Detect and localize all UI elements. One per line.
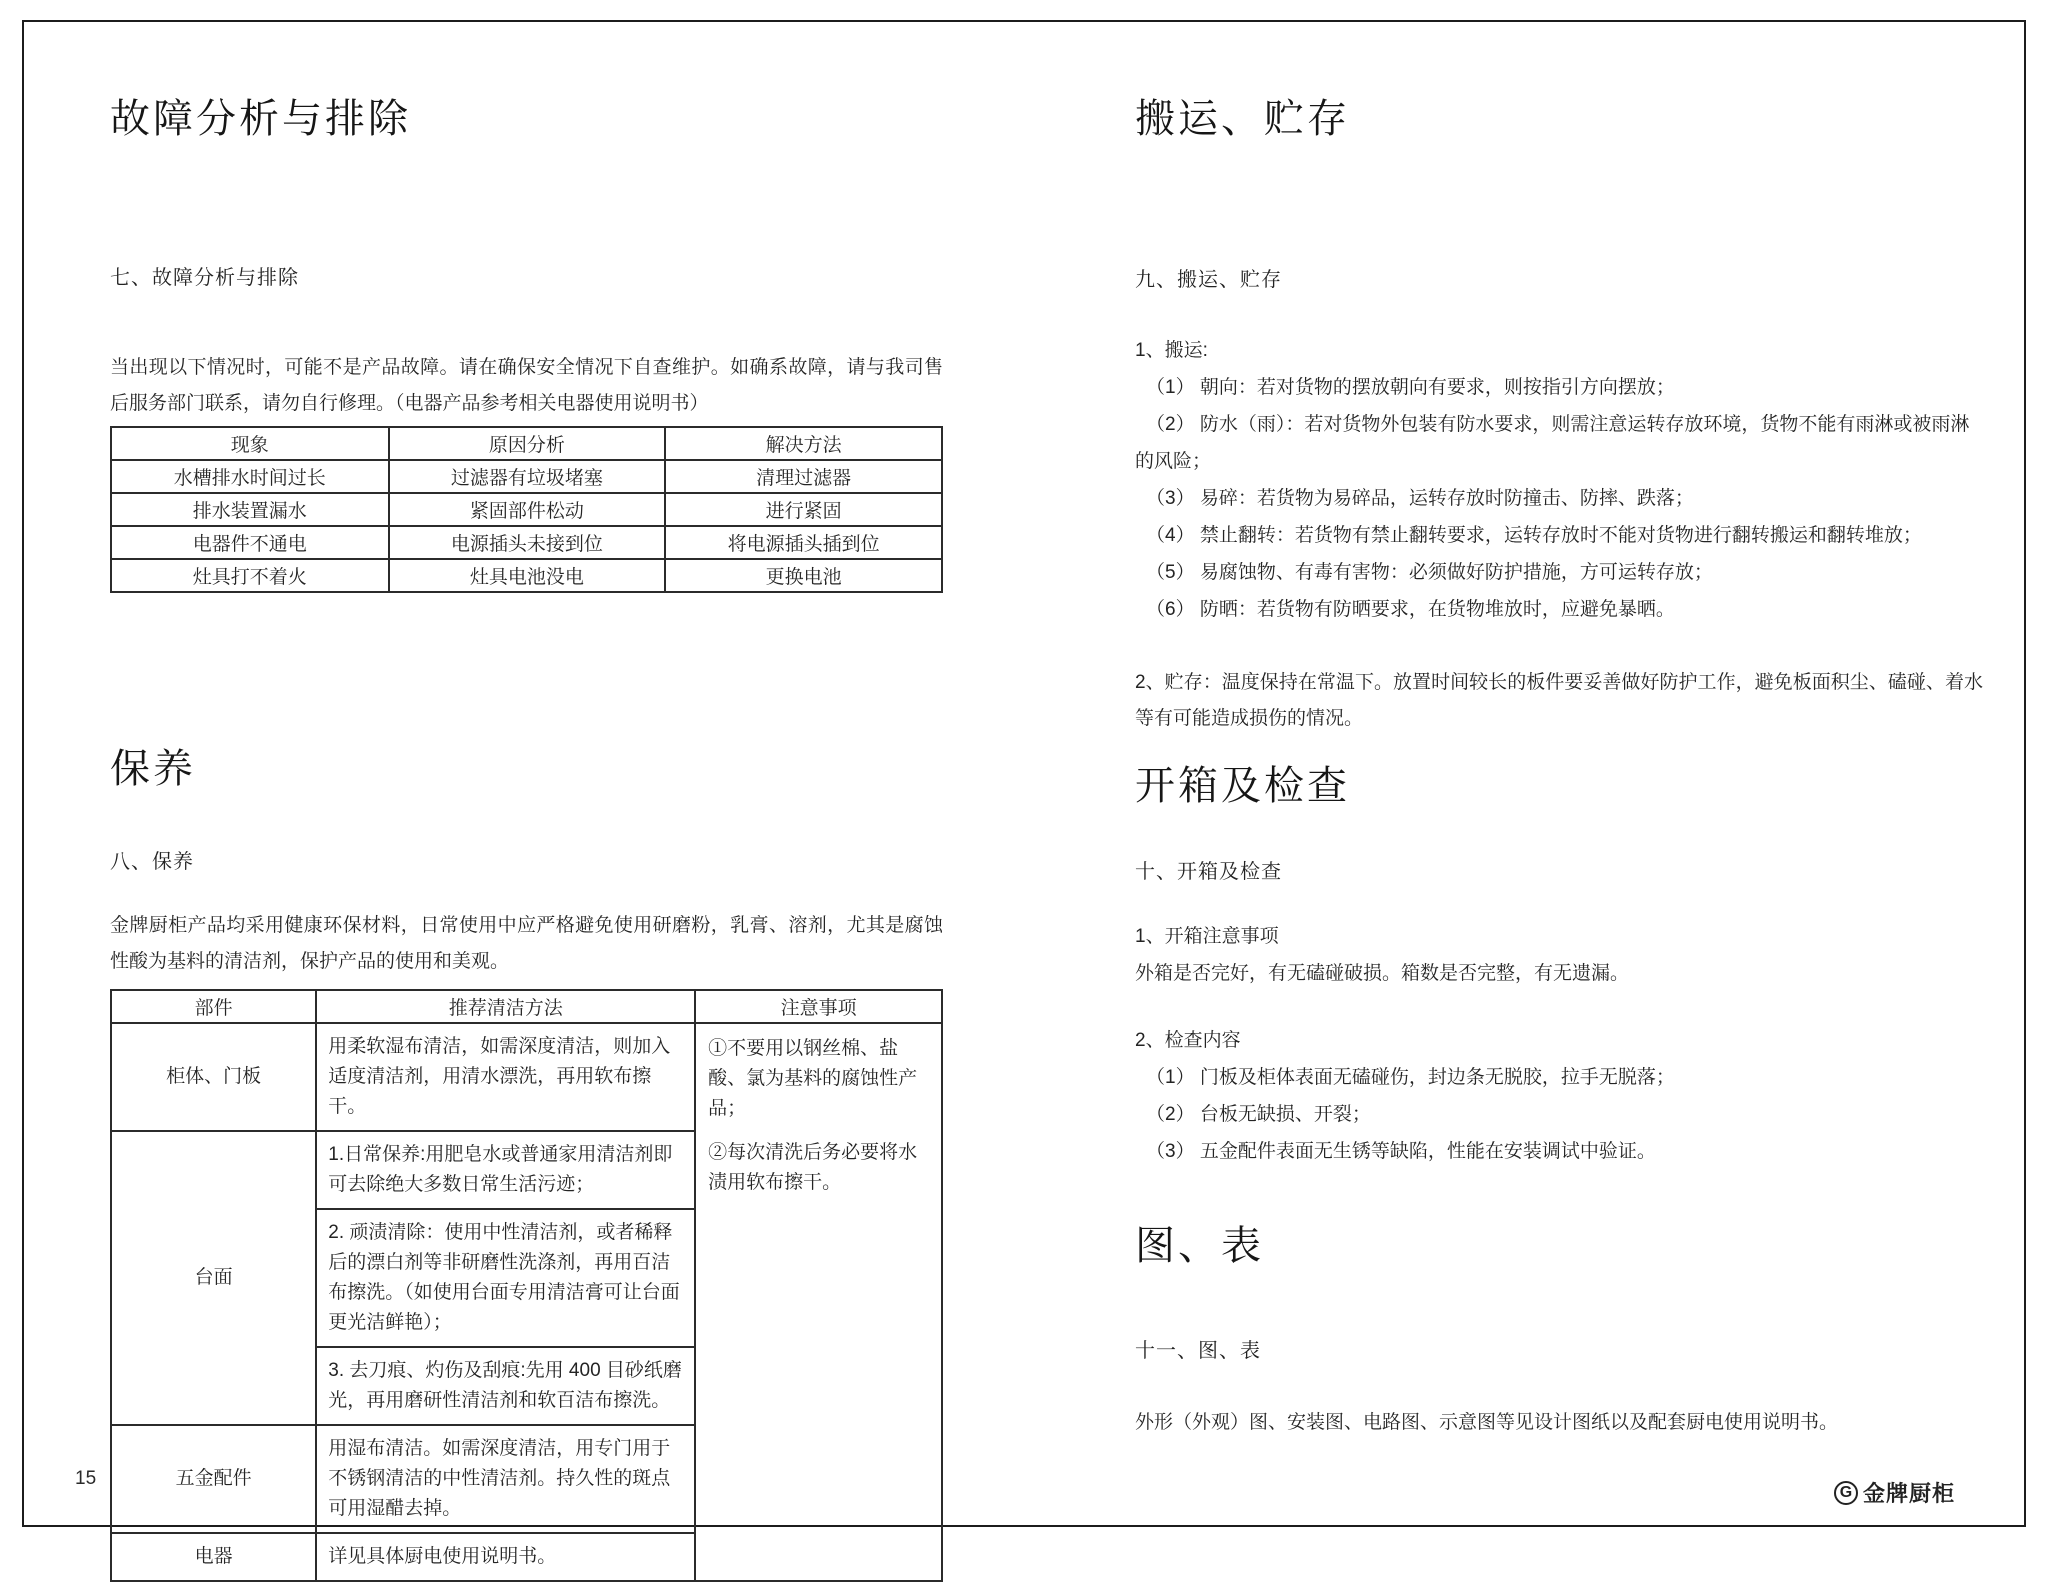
list-item: （1） 朝向：若对货物的摆放朝向有要求，则按指引方向摆放； (1146, 377, 1675, 398)
list-item: （1） 门板及柜体表面无磕碰伤，封边条无脱胶，拉手无脱落； (1146, 1067, 1675, 1088)
fault-table (110, 426, 943, 593)
table-cell: 灶具电池没电 (389, 559, 666, 592)
section-heading-maintenance: 八、保养 (110, 851, 194, 873)
method-cell: 用柔软湿布清洁，如需深度清洁，则加入适度清洁剂，用清水漂洗，再用软布擦干。 (316, 1023, 695, 1131)
list-item: （4） 禁止翻转：若货物有禁止翻转要求，运转存放时不能对货物进行翻转搬运和翻转堆放； (1146, 525, 1922, 546)
chapter-title-transport: 搬运、贮存 (1135, 97, 1350, 141)
part-cell: 柜体、门板 (111, 1023, 316, 1131)
list-item: （2） 防水（雨）：若对货物外包装有防水要求，则需注意运转存放环境，货物不能有雨淋或被雨淋的风险； (1135, 414, 1970, 472)
page-frame (22, 20, 2026, 1567)
list-item: （5） 易腐蚀物、有毒有害物：必须做好防护措施，方可运转存放； (1146, 562, 1713, 583)
table-cell: 水槽排水时间过长 (111, 460, 389, 493)
table-cell: 排水装置漏水 (111, 493, 389, 526)
part-cell: 五金配件 (111, 1425, 316, 1533)
note-item: ②每次清洗后务必要将水渍用软布擦干。 (708, 1142, 918, 1193)
table-row (111, 460, 942, 493)
note-item: ①不要用以钢丝棉、盐酸、氯为基料的腐蚀性产品； (708, 1038, 918, 1119)
table-row (111, 493, 942, 526)
left-page (110, 22, 943, 1582)
list-item: 外箱是否完好，有无磕碰破损。箱数是否完整，有无遗漏。 (1135, 963, 1630, 984)
method-cell: 用湿布清洁。如需深度清洁，用专门用于不锈钢清洁的中性清洁剂。持久性的斑点可用湿醋去掉。 (316, 1425, 695, 1533)
chapter-title-unpacking: 开箱及检查 (1135, 764, 1350, 808)
column-header: 注意事项 (695, 990, 942, 1023)
table-cell: 进行紧固 (665, 493, 942, 526)
list-item: （2） 台板无缺损、开裂； (1146, 1104, 1371, 1125)
table-row (111, 559, 942, 592)
table-cell: 过滤器有垃圾堵塞 (389, 460, 666, 493)
figures-paragraph: 外形（外观）图、安装图、电路图、示意图等见设计图纸以及配套厨电使用说明书。 (1135, 1412, 1839, 1433)
list-item: （3） 五金配件表面无生锈等缺陷，性能在安装调试中验证。 (1146, 1141, 1656, 1162)
unpacking-notes (1135, 918, 1983, 992)
column-header: 解决方法 (665, 427, 942, 460)
table-cell: 紧固部件松动 (389, 493, 666, 526)
method-cell: 详见具体厨电使用说明书。 (316, 1533, 695, 1581)
list-label: 1、开箱注意事项 (1135, 926, 1279, 947)
table-row (111, 526, 942, 559)
section-heading-transport: 九、搬运、贮存 (1135, 269, 1282, 291)
list-label: 1、搬运: (1135, 340, 1208, 361)
right-page (1135, 22, 1983, 1441)
section-heading-unpacking: 十、开箱及检查 (1135, 861, 1282, 883)
notes-cell (695, 1023, 942, 1581)
part-cell: 电器 (111, 1533, 316, 1581)
method-cell: 2. 顽渍清除：使用中性清洁剂，或者稀释后的漂白剂等非研磨性洗涤剂，再用百洁布擦洗。（如使用台面专用清洁膏可让台面更光洁鲜艳）； (316, 1209, 695, 1347)
table-cell: 电器件不通电 (111, 526, 389, 559)
maintenance-table (110, 989, 943, 1582)
brand-logo (1834, 1477, 1955, 1508)
brand-g-icon: G (1834, 1481, 1858, 1505)
page-number: 15 (75, 1468, 97, 1489)
table-header-row (111, 427, 942, 460)
chapter-title-fault-analysis: 故障分析与排除 (110, 97, 411, 141)
inspection-list (1135, 1022, 1983, 1170)
table-row (111, 1023, 942, 1131)
column-header: 原因分析 (389, 427, 666, 460)
column-header: 现象 (111, 427, 389, 460)
fault-intro-paragraph: 当出现以下情况时，可能不是产品故障。请在确保安全情况下自查维护。如确系故障，请与我司售后服务部门联系，请勿自行修理。（电器产品参考相关电器使用说明书） (110, 357, 943, 414)
table-cell: 将电源插头插到位 (665, 526, 942, 559)
brand-name: 金牌厨柜 (1862, 1481, 1955, 1506)
table-cell: 清理过滤器 (665, 460, 942, 493)
table-cell: 更换电池 (665, 559, 942, 592)
column-header: 部件 (111, 990, 316, 1023)
table-cell: 灶具打不着火 (111, 559, 389, 592)
table-cell: 电源插头未接到位 (389, 526, 666, 559)
chapter-title-figures: 图、表 (1135, 1224, 1264, 1268)
chapter-title-maintenance: 保养 (110, 747, 196, 791)
list-item: （3） 易碎：若货物为易碎品，运转存放时防撞击、防摔、跌落； (1146, 488, 1694, 509)
section-heading-fault: 七、故障分析与排除 (110, 267, 299, 289)
list-item: （6） 防晒：若货物有防晒要求，在货物堆放时，应避免暴晒。 (1146, 599, 1675, 620)
storage-paragraph: 2、贮存：温度保持在常温下。放置时间较长的板件要妥善做好防护工作，避免板面积尘、磕碰、着水等有可能造成损伤的情况。 (1135, 672, 1983, 729)
table-header-row (111, 990, 942, 1023)
method-cell: 1.日常保养:用肥皂水或普通家用清洁剂即可去除绝大多数日常生活污迹； (316, 1131, 695, 1209)
list-label: 2、检查内容 (1135, 1030, 1241, 1051)
part-cell: 台面 (111, 1131, 316, 1425)
column-header: 推荐清洁方法 (316, 990, 695, 1023)
transport-list (1135, 332, 1983, 628)
section-heading-figures: 十一、图、表 (1135, 1340, 1261, 1362)
maintenance-intro-paragraph: 金牌厨柜产品均采用健康环保材料，日常使用中应严格避免使用研磨粉，乳膏、溶剂，尤其是腐蚀性酸为基料的清洁剂，保护产品的使用和美观。 (110, 915, 943, 972)
method-cell: 3. 去刀痕、灼伤及刮痕:先用 400 目砂纸磨光，再用磨研性清洁剂和软百洁布擦洗。 (316, 1347, 695, 1425)
